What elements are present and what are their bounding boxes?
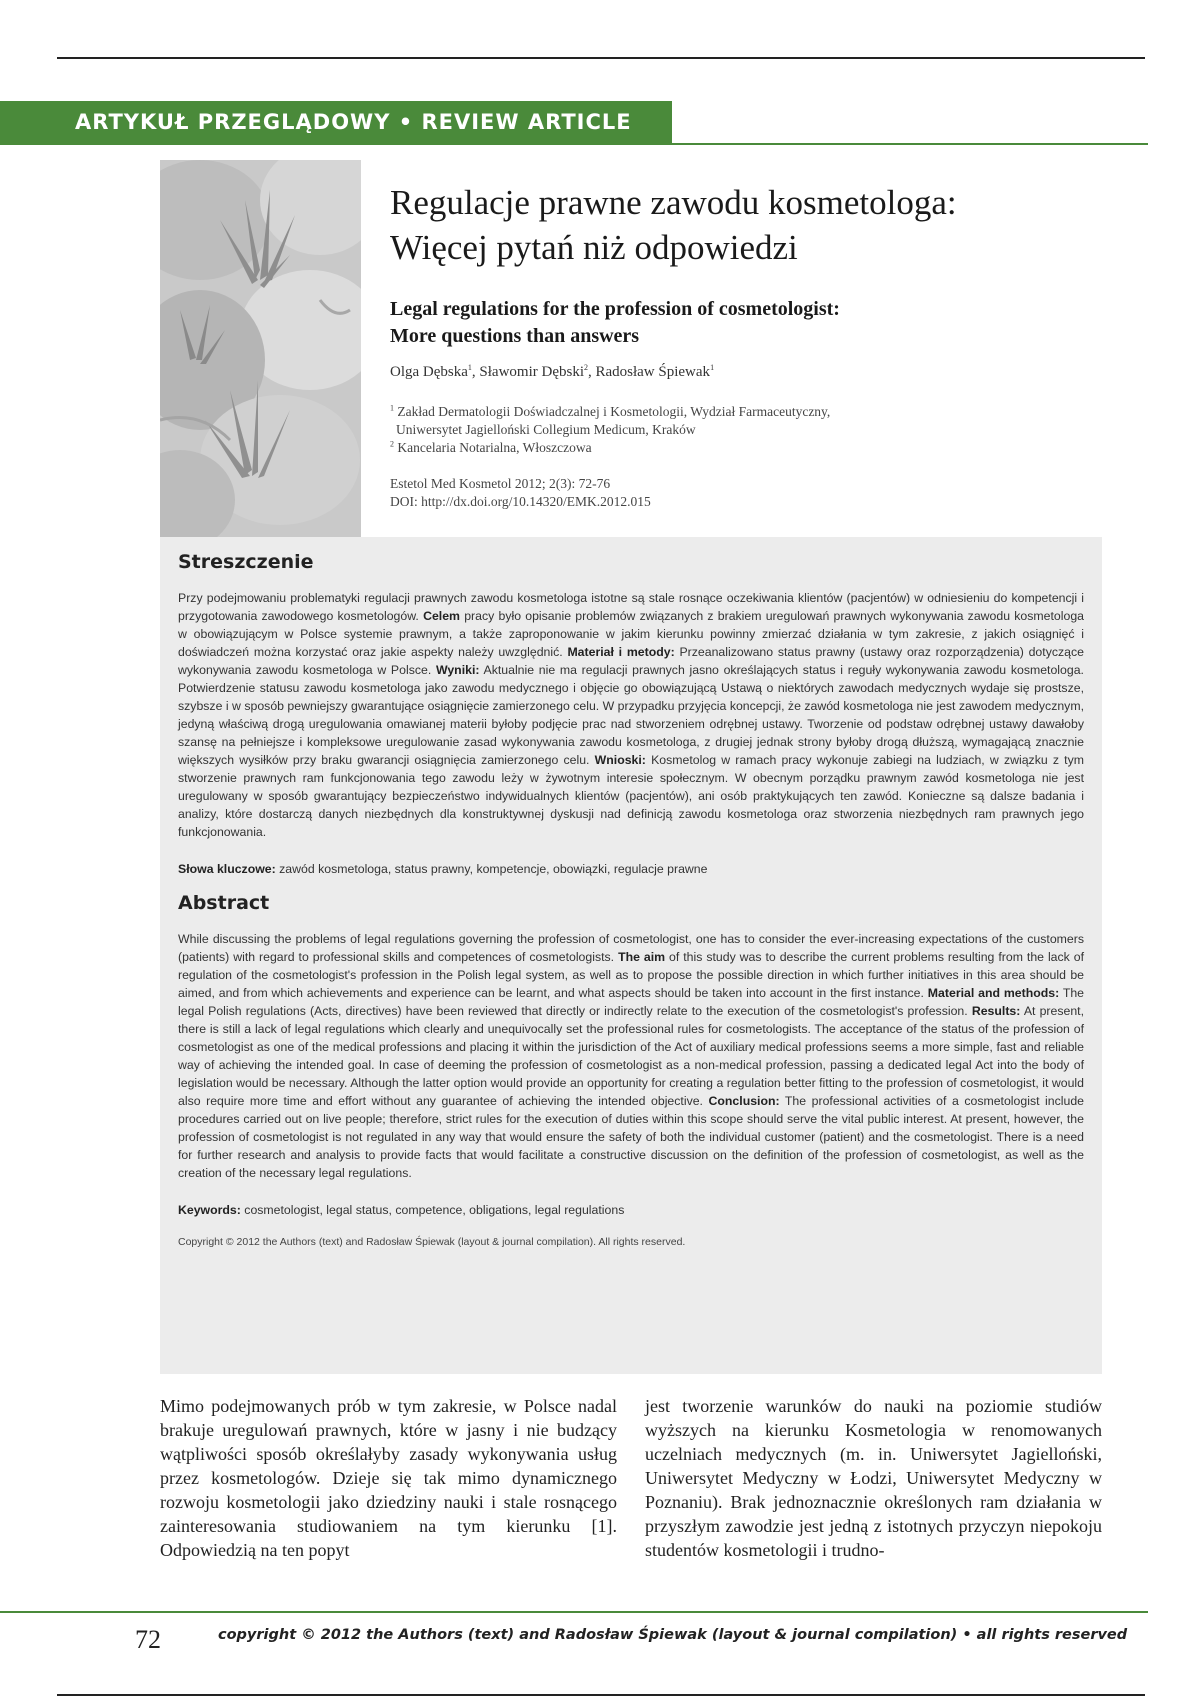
flower-illustration-svg bbox=[160, 160, 361, 538]
doi-link[interactable]: DOI: http://dx.doi.org/10.14320/EMK.2012.015 bbox=[390, 494, 651, 509]
bottom-rule bbox=[57, 1694, 1145, 1696]
abstract-methods: The legal Polish regulations (Acts, directives) have been reviewed that directly or indirectly relate to the execution of the cosmetologist's profession. bbox=[178, 986, 1085, 1018]
affiliation-1-line2: Uniwersytet Jagielloński Collegium Medicum, Kraków bbox=[396, 422, 696, 437]
title-english bbox=[390, 296, 1110, 350]
keywords bbox=[178, 1201, 1084, 1219]
keywords-label: Keywords: bbox=[178, 1203, 241, 1217]
streszczenie-conclusions: Kosmetolog w ramach pracy wykonuje zabiegi na ludziach, w związku z tym stworzenie prawnych ram funkcjonowania tego zawodu leży w żywotnym interesie społecznym. W obecnym porządku prawnym zawód kosmetologa nie jest uregulowany w sposób gwarantujący bezpieczeństwo indywidualnych klientów (pacjentów), ani osób praktykujących ten zawód. Konieczne są dalsze badania i analizy, które dostarczą danych niezbędnych dla konstruktywnej dyskusji nad definicją zawodu kosmetologa oraz stworzenia niezbędnych ram prawnych jego funkcjonowania. bbox=[178, 753, 1084, 839]
author-name: Radosław Śpiewak bbox=[595, 364, 711, 380]
flower-illustration bbox=[160, 160, 361, 538]
citation-block bbox=[390, 475, 651, 511]
author-name: Olga Dębska bbox=[390, 364, 468, 380]
keywords-text: cosmetologist, legal status, competence, obligations, legal regulations bbox=[244, 1203, 625, 1217]
label-cel: Celem bbox=[423, 609, 460, 623]
abstract-copyright: Copyright © 2012 the Authors (text) and Radosław Śpiewak (layout & journal compilation). All rights reserved. bbox=[178, 1236, 686, 1248]
slowa-kluczowe bbox=[178, 860, 1084, 878]
author-affiliation-mark: 1 bbox=[710, 363, 715, 372]
page-number: 72 bbox=[135, 1625, 161, 1654]
abstract-intro: While discussing the problems of legal regulations governing the profession of cosmetologist, one has to consider the ever-increasing expectations of the customers (patients) with regard to professional skills and competences of cosmetologists. bbox=[178, 932, 1084, 964]
slowa-kluczowe-text: zawód kosmetologa, status prawny, kompetencje, obowiązki, regulacje prawne bbox=[279, 862, 708, 876]
affiliation-mark: 2 bbox=[390, 439, 394, 449]
label-conclusion: Conclusion: bbox=[708, 1094, 780, 1108]
journal-citation: Estetol Med Kosmetol 2012; 2(3): 72-76 bbox=[390, 476, 611, 491]
streszczenie-methods: Przeanalizowano status prawny (ustawy oraz rozporządzenia) dotyczące wykonywania zawodu kosmetologa w Polsce. bbox=[178, 645, 1084, 677]
label-wyniki: Wyniki: bbox=[435, 663, 480, 677]
banner-underline bbox=[672, 143, 1148, 145]
title-polish bbox=[390, 180, 1110, 270]
abstract-text bbox=[178, 930, 1084, 1182]
streszczenie-text bbox=[178, 589, 1084, 841]
streszczenie-aim: pracy było opisanie problemów związanych z brakiem uregulowań prawnych wykonywania zawodu kosmetologa w obowiązującym w Polsce systemie prawnym, a także zaproponowanie w jakim kierunku powinny zmierzać działania w tym zakresie, z jakich osiągnięć i doświadczeń można korzystać oraz jakie aspekty należy uwzględnić. bbox=[178, 609, 1085, 659]
abstract-aim: of this study was to describe the current problems resulting from the lack of regulation of the cosmetologist's profession in the Polish legal system, as well as to propose the possible direction in which further initiatives in this area should be aimed, and from which achievements and experience can be learnt, and what aspects should be taken into account in the first instance. bbox=[178, 950, 1085, 1000]
affiliations bbox=[390, 403, 1090, 457]
author-affiliation-mark: 2 bbox=[583, 363, 588, 372]
footer-copyright: copyright © 2012 the Authors (text) and Radosław Śpiewak (layout & journal compilation) • all rights reserved bbox=[218, 1627, 1128, 1643]
slowa-kluczowe-label: Słowa kluczowe: bbox=[178, 862, 276, 876]
abstract-conclusion: The professional activities of a cosmetologist include procedures carried out on live people; therefore, strict rules for the execution of duties within this scope should serve the vital public interest. At present, however, the profession of cosmetologist is not regulated in any way that would ensure the safety of both the individual customer (patient) and the cosmetologist. There is a need for further research and analysis to provide facts that would facilitate a constructive discussion on the definition of the profession of cosmetologist, as well as the creation of the necessary legal regulations. bbox=[178, 1094, 1085, 1180]
title-english-line2: More questions than answers bbox=[390, 325, 640, 347]
affiliation-1-text: Zakład Dermatologii Doświadczalnej i Kosmetologii, Wydział Farmaceutyczny, bbox=[397, 404, 831, 419]
affiliation-1-line1 bbox=[390, 403, 1090, 421]
label-results: Results: bbox=[971, 1004, 1021, 1018]
footer-rule bbox=[0, 1611, 1148, 1613]
label-methods: Material and methods: bbox=[927, 986, 1060, 1000]
article-type-label: ARTYKUŁ PRZEGLĄDOWY • REVIEW ARTICLE bbox=[75, 110, 632, 134]
abstract-results: At present, there is still a lack of legal regulations which clearly and unequivocally set the professional rules for cosmetologists. The acceptance of the status of the profession of cosmetologist as one of the medical professions and placing it within the jurisdiction of the Act of auxiliary medical professions seems a more simple, fast and reliable way of achieving the intended goal. In case of deeming the profession of cosmetologist as a non-medical profession, passing a dedicated legal Act into the body of legislation would be necessary. Although the latter option would provide an opportunity for creating a regulation better fitting to the profession of cosmetologist, it would also require more time and effort without any guarantee of achieving the intended objective. bbox=[178, 1004, 1084, 1108]
top-rule bbox=[57, 57, 1145, 59]
label-material: Materiał i metody: bbox=[567, 645, 675, 659]
abstract-heading: Abstract bbox=[178, 892, 270, 914]
author-list: Olga Dębska$^1$, Sławomir Dębski$^2$, Radosław Śpiewak$^1$ bbox=[390, 363, 715, 380]
title-polish-line2: Więcej pytań niż odpowiedzi bbox=[390, 228, 798, 267]
affiliation-mark: 1 bbox=[390, 403, 394, 413]
body-column-right: jest tworzenie warunków do nauki na poziomie studiów wyższych na kierunku Kosmetologia w renomowanych uczelniach medycznych (m. in. Uniwersytet Jagielloński, Uniwersytet Medyczny w Łodzi, Uniwersytet Medyczny w Poznaniu). Brak jednoznacznie określonych ram działania w przyszłym zawodzie jest jedną z istotnych przyczyn niepokoju studentów kosmetologii i trudno- bbox=[645, 1396, 1102, 1560]
article-type-banner bbox=[0, 101, 672, 145]
label-wnioski: Wnioski: bbox=[594, 753, 646, 767]
label-aim: The aim bbox=[618, 950, 666, 964]
body-column-left: Mimo podejmowanych prób w tym zakresie, w Polsce nadal brakuje uregulowań prawnych, które w jasny i nie budzący wątpliwości sposób określałyby zasady wykonywania usług przez kosmetologów. Dzieje się tak mimo dynamicznego rozwoju kosmetologii jako dziedziny nauki i stale rosnącego zainteresowania studiowaniem na tym kierunku [1]. Odpowiedzią na ten popyt bbox=[160, 1396, 617, 1560]
author-name: Sławomir Dębski bbox=[479, 364, 584, 380]
affiliation-2-line1 bbox=[390, 439, 1090, 457]
title-polish-line1: Regulacje prawne zawodu kosmetologa: bbox=[390, 183, 957, 222]
streszczenie-intro: Przy podejmowaniu problematyki regulacji prawnych zawodu kosmetologa istotne są stale rosnące oczekiwania klientów (pacjentów) w odniesieniu do kompetencji i przygotowania zawodowego kosmetologów. bbox=[178, 591, 1084, 623]
affiliation-2-text: Kancelaria Notarialna, Włoszczowa bbox=[397, 440, 592, 455]
author-affiliation-mark: 1 bbox=[467, 363, 472, 372]
abstract-box bbox=[160, 537, 1102, 1374]
title-english-line1: Legal regulations for the profession of cosmetologist: bbox=[390, 298, 840, 320]
streszczenie-heading: Streszczenie bbox=[178, 551, 314, 573]
streszczenie-results: Aktualnie nie ma regulacji prawnych jasno określających status i reguły wykonywania zawodu kosmetologa. Potwierdzenie statusu zawodu kosmetologa jako zawodu medycznego i objęcie go obowiązującą Ustawą o niektórych zawodach medycznych wydaje się prostsze, szybsze i w sposób pewniejszy gwarantujące osiągnięcie zamierzonego celu. W przypadku przyjęcia koncepcji, że zawód kosmetologa nie jest zawodem medycznym, jedyną właściwą drogą uregulowania omawianej materii byłoby podjęcie prac nad stworzeniem odrębnej ustawy. Tworzenie od podstaw odrębnej ustawy dawałoby szansę na pełniejsze i kompleksowe uregulowanie zasad wykonywania zawodu kosmetologa, z drugiej jednak strony byłoby drogą dłuższą, wymagającą znacznie większych wysiłków przy braku gwarancji osiągnięcia zamierzonego celu. bbox=[178, 663, 1084, 767]
